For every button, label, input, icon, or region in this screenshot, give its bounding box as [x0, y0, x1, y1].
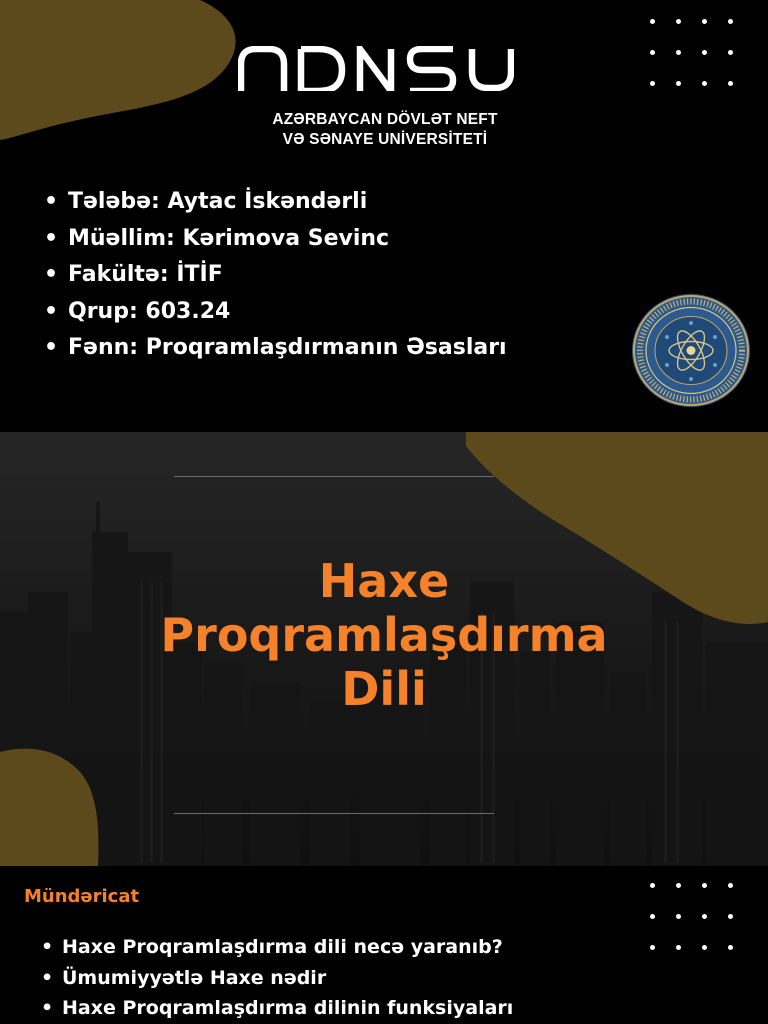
- info-group-label: Qrup: 603.24: [68, 298, 231, 324]
- title-line2: Proqramlaşdırma: [160, 608, 608, 662]
- info-faculty-label: Fakültə: İTİF: [68, 262, 223, 287]
- decorative-dot-grid: [650, 883, 733, 950]
- contents-item: [41, 993, 513, 1024]
- bullet-icon: •: [44, 262, 59, 287]
- bullet-icon: •: [41, 997, 54, 1019]
- decorative-blob-top-left: [0, 0, 270, 140]
- contents-item: [41, 932, 513, 963]
- bullet-icon: •: [44, 335, 59, 360]
- decorative-dot-grid: [650, 19, 733, 86]
- title-line3: Dili: [341, 662, 427, 716]
- info-student-label: Tələbə: Aytac İskəndərli: [68, 189, 368, 214]
- bullet-icon: •: [44, 225, 59, 251]
- contents-list: [41, 932, 513, 1024]
- bullet-icon: •: [44, 189, 59, 214]
- student-info-list: [44, 184, 507, 367]
- university-name-line2: VƏ SƏNAYE UNİVERSİTETİ: [282, 131, 488, 148]
- title-line1: Haxe: [318, 554, 450, 608]
- contents-item-label: Haxe Proqramlaşdırma dilinin funksiyaları: [62, 997, 514, 1019]
- info-subject: [44, 330, 507, 367]
- info-teacher: [44, 221, 507, 258]
- contents-item: [41, 963, 513, 994]
- bullet-icon: •: [44, 298, 59, 324]
- divider-line-top: [174, 476, 494, 477]
- divider-line-bottom: [174, 813, 494, 814]
- adnsu-logo: [238, 46, 514, 91]
- bullet-icon: •: [41, 936, 54, 958]
- contents-heading: Mündəricat: [24, 886, 140, 907]
- university-name: [250, 110, 520, 150]
- contents-slide: [0, 866, 768, 1024]
- university-name-line1: AZƏRBAYCAN DÖVLƏT NEFT: [272, 111, 498, 128]
- info-subject-label: Fənn: Proqramlaşdırmanın Əsasları: [68, 335, 507, 360]
- info-student: [44, 184, 507, 221]
- university-seal-icon: [631, 293, 751, 408]
- info-teacher-label: Müəllim: Kərimova Sevinc: [68, 225, 390, 251]
- contents-item-label: Ümumiyyətlə Haxe nədir: [62, 966, 327, 989]
- info-group: [44, 294, 507, 331]
- presentation-title: [60, 554, 708, 716]
- contents-item-label: Haxe Proqramlaşdırma dili necə yaranıb?: [62, 936, 503, 958]
- info-faculty: [44, 257, 507, 294]
- cover-slide: [0, 0, 768, 432]
- title-slide: [0, 432, 768, 866]
- bullet-icon: •: [41, 966, 54, 989]
